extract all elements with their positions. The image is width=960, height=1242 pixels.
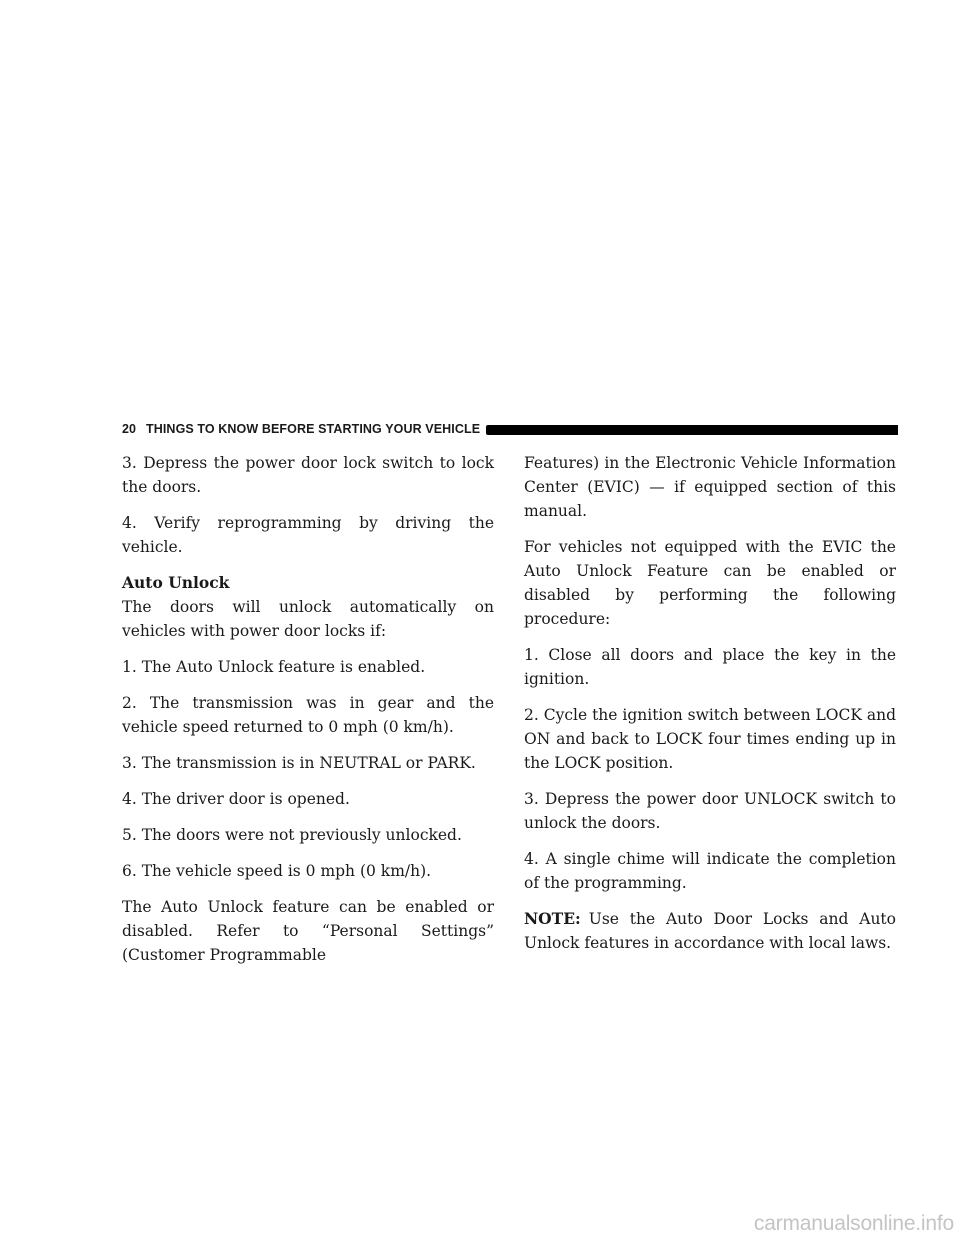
auto-unlock-intro: The doors will unlock automatically on vehicles with power door locks if: — [122, 598, 494, 640]
closing-paragraph: The Auto Unlock feature can be enabled or disabled. Refer to “Personal Settings” (Customer Programmable — [122, 898, 494, 964]
list-item: 6. The vehicle speed is 0 mph (0 km/h). — [122, 862, 432, 880]
section-title: THINGS TO KNOW BEFORE STARTING YOUR VEHICLE — [146, 422, 481, 436]
watermark: carmanualsonline.info — [753, 1212, 954, 1235]
list-item: 1. Close all doors and place the key in the ignition. — [524, 646, 896, 688]
note-paragraph — [524, 907, 896, 955]
continuation-paragraph: Features) in the Electronic Vehicle Information Center (EVIC) — if equipped section of this manual. — [524, 454, 896, 520]
procedure-intro: For vehicles not equipped with the EVIC the Auto Unlock Feature can be enabled or disabled by performing the following procedure: — [524, 538, 896, 628]
list-item: 3. The transmission is in NEUTRAL or PARK. — [122, 754, 476, 772]
page-header — [122, 418, 898, 440]
right-column — [524, 451, 896, 967]
paragraph-step-3: 3. Depress the power door lock switch to lock the doors. — [122, 454, 494, 496]
list-item: 2. Cycle the ignition switch between LOCK and ON and back to LOCK four times ending up in the LOCK position. — [524, 706, 896, 772]
list-item: 5. The doors were not previously unlocked. — [122, 826, 462, 844]
list-item: 2. The transmission was in gear and the vehicle speed returned to 0 mph (0 km/h). — [122, 694, 494, 736]
list-item: 1. The Auto Unlock feature is enabled. — [122, 658, 426, 676]
list-item: 4. A single chime will indicate the completion of the programming. — [524, 850, 896, 892]
paragraph-step-4: 4. Verify reprogramming by driving the vehicle. — [122, 514, 494, 556]
page-number: 20 — [122, 422, 137, 436]
header-rule — [486, 425, 898, 435]
section-heading: Auto Unlock — [122, 573, 230, 592]
left-column — [122, 451, 494, 967]
note-text: Use the Auto Door Locks and Auto Unlock features in accordance with local laws. — [524, 910, 896, 952]
note-label: NOTE: — [524, 909, 581, 928]
list-item: 3. Depress the power door UNLOCK switch to unlock the doors. — [524, 790, 896, 832]
list-item: 4. The driver door is opened. — [122, 790, 350, 808]
